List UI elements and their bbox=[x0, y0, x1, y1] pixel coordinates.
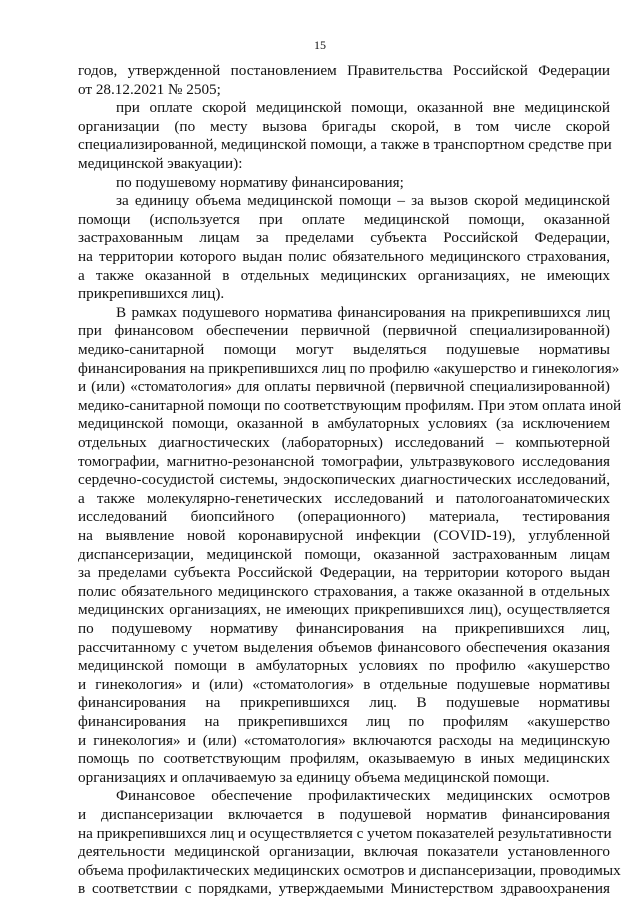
text-line: медико-санитарной помощи по соответствующим профилям. При этом оплата иной bbox=[78, 396, 622, 414]
text-line: рассчитанному с учетом выделения объемов финансового обеспечения оказания bbox=[78, 638, 610, 656]
text-line: за единицу объема медицинской помощи – за вызов скорой медицинской bbox=[116, 192, 610, 210]
text-line: на территории которого выдан полис обязательного медицинского страхования, bbox=[78, 248, 610, 265]
text-line: на выявление новой коронавирусной инфекции (COVID-19), углубленной bbox=[78, 527, 610, 544]
text-line: медицинской эвакуации): bbox=[78, 155, 243, 172]
text-line: медико-санитарной помощи могут выделяться подушевые нормативы bbox=[78, 341, 610, 358]
text-line: диспансеризации, медицинской помощи, оказанной застрахованным лицам bbox=[78, 545, 610, 563]
text-line: организациях и оплачиваемую за единицу объема медицинской помощи. bbox=[78, 768, 550, 786]
page-number: 15 bbox=[314, 38, 326, 52]
text-line: В рамках подушевого норматива финансирования на прикрепившихся лиц bbox=[116, 303, 610, 321]
text-line: финансирования на прикрепившихся лиц. В подушевые нормативы bbox=[78, 694, 610, 712]
text-line: Финансовое обеспечение профилактических медицинских осмотров bbox=[116, 787, 610, 805]
text-line: специализированной, медицинской помощи, а также в транспортном средстве при bbox=[78, 136, 612, 154]
text-line: застрахованным лицам за пределами субъекта Российской Федерации, bbox=[78, 229, 610, 247]
text-line: при финансовом обеспечении первичной (первичной специализированной) bbox=[78, 322, 610, 340]
text-line: исследований биопсийного (операционного) материала, тестирования bbox=[78, 508, 610, 526]
text-line: за пределами субъекта Российской Федерации, на территории которого выдан bbox=[78, 564, 610, 582]
text-line: по подушевому нормативу финансирования на прикрепившихся лиц, bbox=[78, 620, 610, 637]
text-line: а также молекулярно-генетических исследований и патологоанатомических bbox=[78, 489, 610, 507]
text-line: прикрепившихся лиц). bbox=[78, 285, 225, 303]
text-line: сердечно-сосудистой системы, эндоскопических диагностических исследований, bbox=[78, 471, 610, 489]
text-line: а также оказанной в отдельных медицинских организациях, не имеющих bbox=[78, 266, 610, 284]
text-line: и гинекология» и (или) «стоматология» включаются расходы на медицинскую bbox=[78, 731, 610, 749]
text-line: в соответствии с порядками, утверждаемыми Министерством здравоохранения bbox=[78, 880, 610, 898]
text-line: финансирования на прикрепившихся лиц по профилям «акушерство bbox=[78, 713, 610, 730]
text-line: финансирования на прикрепившихся лиц по профилю «акушерство и гинекология» bbox=[78, 359, 620, 377]
text-line: от 28.12.2021 № 2505; bbox=[78, 80, 221, 98]
text-line: медицинских организациях, не имеющих прикрепившихся лиц), осуществляется bbox=[78, 601, 610, 619]
text-line: по подушевому нормативу финансирования; bbox=[116, 173, 404, 191]
text-line: деятельности медицинской организации, включая показатели установленного bbox=[78, 843, 610, 861]
text-line: и диспансеризации включается в подушевой норматив финансирования bbox=[78, 806, 610, 823]
text-line: объема профилактических медицинских осмотров и диспансеризации, проводимых bbox=[78, 861, 621, 879]
text-line: помощь по соответствующим профилям, оказываемую в иных медицинских bbox=[78, 750, 610, 768]
text-line: отдельных диагностических (лабораторных) исследований – компьютерной bbox=[78, 434, 610, 451]
text-line: на прикрепившихся лиц и осуществляется с учетом показателей результативности bbox=[78, 824, 612, 842]
text-line: полис обязательного медицинского страхования, а также оказанной в отдельных bbox=[78, 582, 610, 600]
text-line: при оплате скорой медицинской помощи, оказанной вне медицинской bbox=[116, 99, 610, 117]
text-line: помощи (используется при оплате медицинской помощи, оказанной bbox=[78, 210, 610, 228]
text-line: медицинской помощи в амбулаторных условиях по профилю «акушерство bbox=[78, 657, 610, 675]
text-line: медицинской помощи, оказанной в амбулаторных условиях (за исключением bbox=[78, 415, 610, 433]
text-line: организации (по месту вызова бригады скорой, в том числе скорой bbox=[78, 117, 610, 135]
text-line: и гинекология» и (или) «стоматология» в отдельные подушевые нормативы bbox=[78, 675, 610, 693]
text-line: и (или) «стоматология» для оплаты первичной (первичной специализированной) bbox=[78, 378, 610, 396]
text-line: томографии, магнитно-резонансной томографии, ультразвукового исследования bbox=[78, 452, 610, 470]
text-line: годов, утвержденной постановлением Правительства Российской Федерации bbox=[78, 62, 610, 79]
